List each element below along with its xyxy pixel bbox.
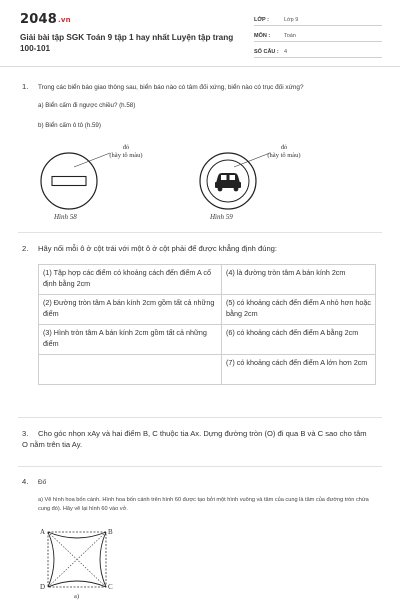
right-cell: (5) có khoảng cách đến điểm A nhỏ hơn hoặc bằng 2cm <box>222 295 376 325</box>
table-row <box>39 355 376 385</box>
figure-58-note: đỏ (hãy tô màu) <box>109 144 143 159</box>
meta-value: Toán <box>284 33 296 39</box>
meta-row-grade <box>254 10 382 26</box>
logo-suffix: .vn <box>57 15 71 24</box>
right-cell: (7) có khoảng cách đến điểm A lớn hơn 2cm <box>222 355 376 385</box>
question-1a: a) Biển cấm đi ngược chiều? (h.58) <box>38 102 136 109</box>
question-number: 3. <box>22 429 29 438</box>
table-row <box>39 325 376 355</box>
four-petal-flower-figure <box>36 524 122 600</box>
meta-row-count <box>254 42 382 58</box>
question-label: Đố <box>38 479 47 486</box>
left-cell: (1) Tập hợp các điểm có khoảng cách đến điểm A cố định bằng 2cm <box>39 265 222 295</box>
figure-59-caption: Hình 59 <box>210 213 233 221</box>
question-text: Cho góc nhọn xAy và hai điểm B, C thuộc tia Ax. Dựng đường tròn (O) đi qua B và C sao cho tâm O nằm trên tia Ay. <box>22 429 367 449</box>
question-2 <box>22 243 378 254</box>
page-title: Giải bài tập SGK Toán 9 tập 1 hay nhất Luyện tập trang 100-101 <box>20 33 234 53</box>
figure-58-caption: Hình 58 <box>54 213 77 221</box>
question-number: 1. <box>22 82 29 91</box>
figure-sub-label: a) <box>74 593 80 600</box>
divider <box>18 417 382 418</box>
vertex-label-b: B <box>108 528 113 536</box>
car-icon <box>215 173 241 191</box>
question-text: Trong các biển báo giao thông sau, biển báo nào có tâm đối xứng, biển nào có trục đối xứng? <box>38 84 304 91</box>
question-4 <box>22 476 374 488</box>
vertex-label-c: C <box>108 583 113 591</box>
question-3 <box>22 428 374 450</box>
meta-key: SỐ CÂU : <box>254 49 279 55</box>
right-cell: (4) là đường tròn tâm A bán kính 2cm <box>222 265 376 295</box>
meta-value: 4 <box>284 49 288 55</box>
vertex-label-a: A <box>40 528 46 536</box>
question-number: 4. <box>22 477 29 486</box>
figure-59-note: đỏ (hãy tô màu) <box>267 144 301 159</box>
matching-table <box>38 264 376 385</box>
question-text: Hãy nối mỗi ô ở cột trái với một ô ở cột phải để được khẳng định đúng: <box>38 244 278 253</box>
meta-key: MÔN : <box>254 33 271 39</box>
question-number: 2. <box>22 244 29 253</box>
left-cell: (3) Hình tròn tâm A bán kính 2cm gồm tất cả những điểm <box>39 325 222 355</box>
meta-value: Lớp 9 <box>284 17 299 23</box>
table-row <box>39 295 376 325</box>
logo-number: 2048 <box>20 12 57 27</box>
table-row <box>39 265 376 295</box>
right-cell: (6) có khoảng cách đến điểm A bằng 2cm <box>222 325 376 355</box>
left-cell <box>39 355 222 385</box>
meta-table <box>254 10 382 58</box>
meta-key: LỚP : <box>254 17 269 23</box>
question-1 <box>22 81 378 93</box>
left-cell: (2) Đường tròn tâm A bán kính 2cm gồm tất cả những điểm <box>39 295 222 325</box>
vertex-label-d: D <box>40 583 46 591</box>
meta-row-subject <box>254 26 382 42</box>
divider <box>18 232 382 233</box>
page-header <box>0 0 400 67</box>
question-4a-text: a) Vẽ hình hoa bốn cánh. Hình hoa bốn cánh trên hình 60 được tạo bởi một hình vuông và tâm của cung là tâm của đường tròn chứa cung đó). Hãy vẽ lại hình 60 vào vở. <box>38 497 369 512</box>
site-logo[interactable] <box>20 12 71 27</box>
question-1b: b) Biển cấm ô tô (h.59) <box>38 122 101 129</box>
divider <box>18 466 382 467</box>
